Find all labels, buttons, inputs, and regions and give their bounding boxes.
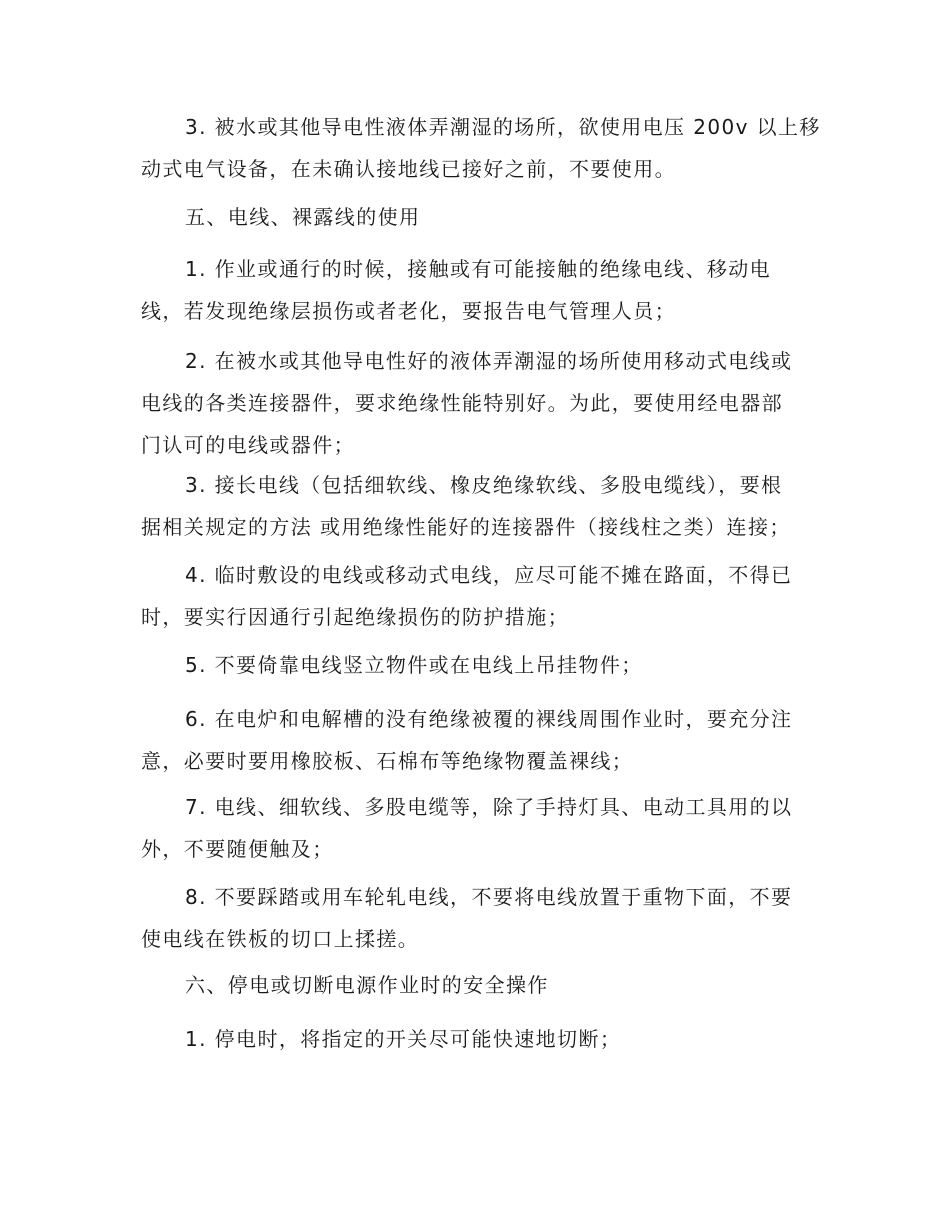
section-heading-6 (141, 964, 806, 1006)
paragraph-line: 使电线在铁板的切口上揉搓。 (141, 927, 420, 951)
paragraph-line: 4. 临时敷设的电线或移动式电线，应尽可能不摊在路面，不得已 (185, 563, 793, 587)
paragraph-line: 外，不要随便触及； (141, 837, 334, 861)
paragraph-item-3-high-voltage (141, 106, 821, 190)
paragraph-line: 5. 不要倚靠电线竖立物件或在电线上吊挂物件； (185, 653, 643, 677)
paragraph-line: 3. 被水或其他导电性液体弄潮湿的场所，欲使用电压 200v 以上移 (185, 115, 821, 139)
paragraph-line: 据相关规定的方法 或用绝缘性能好的连接器件（接线柱之类）连接； (141, 515, 791, 539)
paragraph-item-1-power-off (141, 1018, 806, 1060)
paragraph-line: 线，若发现绝缘层损伤或者老化，要报告电气管理人员； (141, 299, 676, 323)
section-heading-text: 五、电线、裸露线的使用 (185, 205, 421, 229)
paragraph-line: 1. 停电时，将指定的开关尽可能快速地切断； (185, 1027, 622, 1051)
paragraph-line: 3. 接长电线（包括细软线、橡皮绝缘软线、多股电缆线），要根 (185, 473, 783, 497)
paragraph-line: 意，必要时要用橡胶板、石棉布等绝缘物覆盖裸线； (141, 749, 634, 773)
paragraph-line: 8. 不要踩踏或用车轮轧电线，不要将电线放置于重物下面，不要 (185, 885, 793, 909)
section-heading-5 (141, 196, 806, 238)
paragraph-line: 7. 电线、细软线、多股电缆等，除了手持灯具、电动工具用的以 (185, 795, 793, 819)
section-heading-text: 六、停电或切断电源作业时的安全操作 (185, 973, 549, 997)
paragraph-line: 2. 在被水或其他导电性好的液体弄潮湿的场所使用移动式电线或 (185, 349, 793, 373)
paragraph-item-7-do-not-touch (141, 786, 806, 870)
paragraph-line: 6. 在电炉和电解槽的没有绝缘被覆的裸线周围作业时，要充分注 (185, 707, 793, 731)
paragraph-line: 动式电气设备，在未确认接地线已接好之前，不要使用。 (141, 157, 676, 181)
paragraph-line: 1. 作业或通行的时候，接触或有可能接触的绝缘电线、移动电 (185, 257, 772, 281)
paragraph-line: 门认可的电线或器件； (141, 433, 355, 457)
paragraph-line: 时，要实行因通行引起绝缘损伤的防护措施； (141, 605, 569, 629)
paragraph-item-4-temporary-wiring (141, 554, 806, 638)
paragraph-item-5-no-hanging (141, 644, 806, 686)
paragraph-item-8-no-stepping (141, 876, 806, 960)
paragraph-item-2-wet-location (141, 340, 806, 466)
paragraph-item-1-insulation-damage (141, 248, 806, 332)
paragraph-line: 电线的各类连接器件，要求绝缘性能特别好。为此，要使用经电器部 (141, 391, 783, 415)
paragraph-item-3-extension (141, 464, 806, 548)
paragraph-item-6-bare-wire (141, 698, 806, 782)
